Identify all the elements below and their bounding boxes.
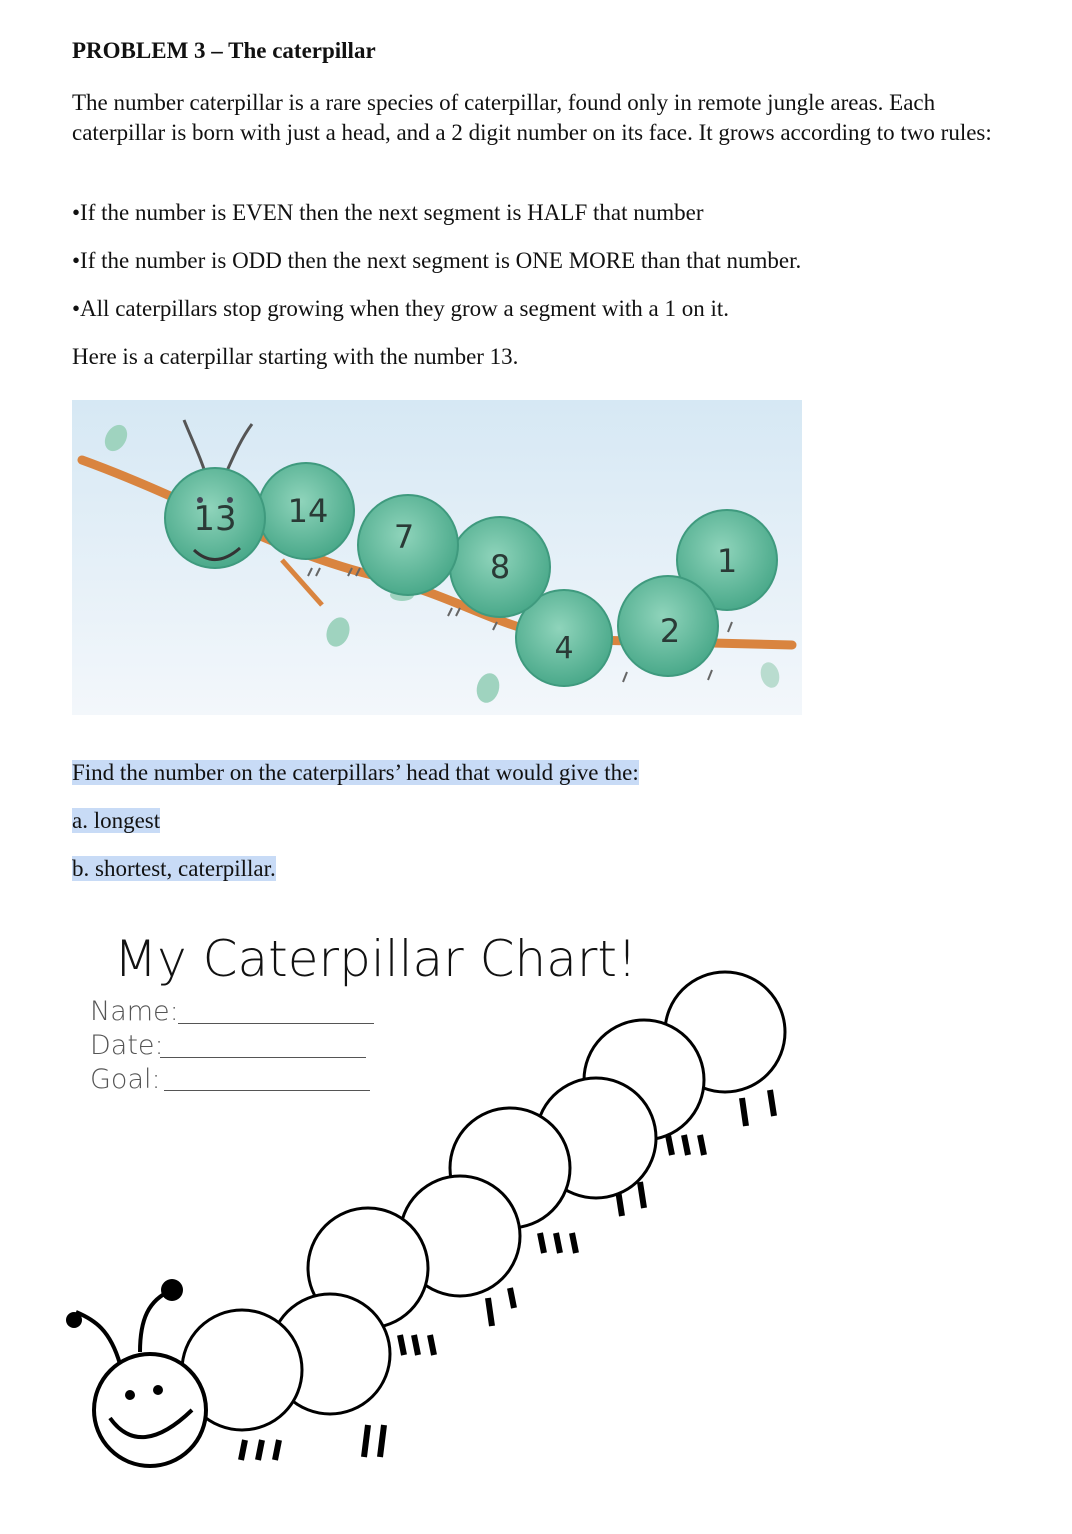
- goal-label: Goal:: [90, 1064, 161, 1095]
- question-a: a. longest: [72, 808, 161, 833]
- caterpillar-illustration: [72, 400, 802, 715]
- chart-title: My Caterpillar Chart!: [114, 930, 638, 988]
- segment-number: 13: [193, 499, 237, 539]
- example-sentence: Here is a caterpillar starting with the number 13.: [72, 344, 519, 369]
- rule-stop: •All caterpillars stop growing when they grow a segment with a 1 on it.: [72, 296, 730, 321]
- name-label: Name:: [90, 996, 179, 1027]
- problem-title: PROBLEM 3 – The caterpillar: [72, 38, 376, 63]
- segment-number: 4: [554, 631, 574, 666]
- caterpillar-chart-drawing: [60, 960, 820, 1520]
- rule-odd: •If the number is ODD then the next segment is ONE MORE than that number.: [72, 248, 802, 273]
- segment-number: 2: [659, 612, 681, 650]
- question-prompt: Find the number on the caterpillars’ head that would give the:: [72, 760, 639, 785]
- rule-even: •If the number is EVEN then the next segment is HALF that number: [72, 200, 704, 225]
- segment-number: 14: [287, 492, 329, 530]
- question-b: b. shortest, caterpillar.: [72, 856, 276, 881]
- segment-number: 8: [489, 548, 511, 586]
- intro-paragraph: The number caterpillar is a rare species of caterpillar, found only in remote jungle areas. Each caterpillar is born with just a head, and a 2 digit number on its face. It grows according to two rules:: [72, 90, 992, 145]
- date-label: Date:: [90, 1030, 164, 1061]
- segment-number: 1: [716, 542, 738, 580]
- segment-number: 7: [393, 518, 415, 556]
